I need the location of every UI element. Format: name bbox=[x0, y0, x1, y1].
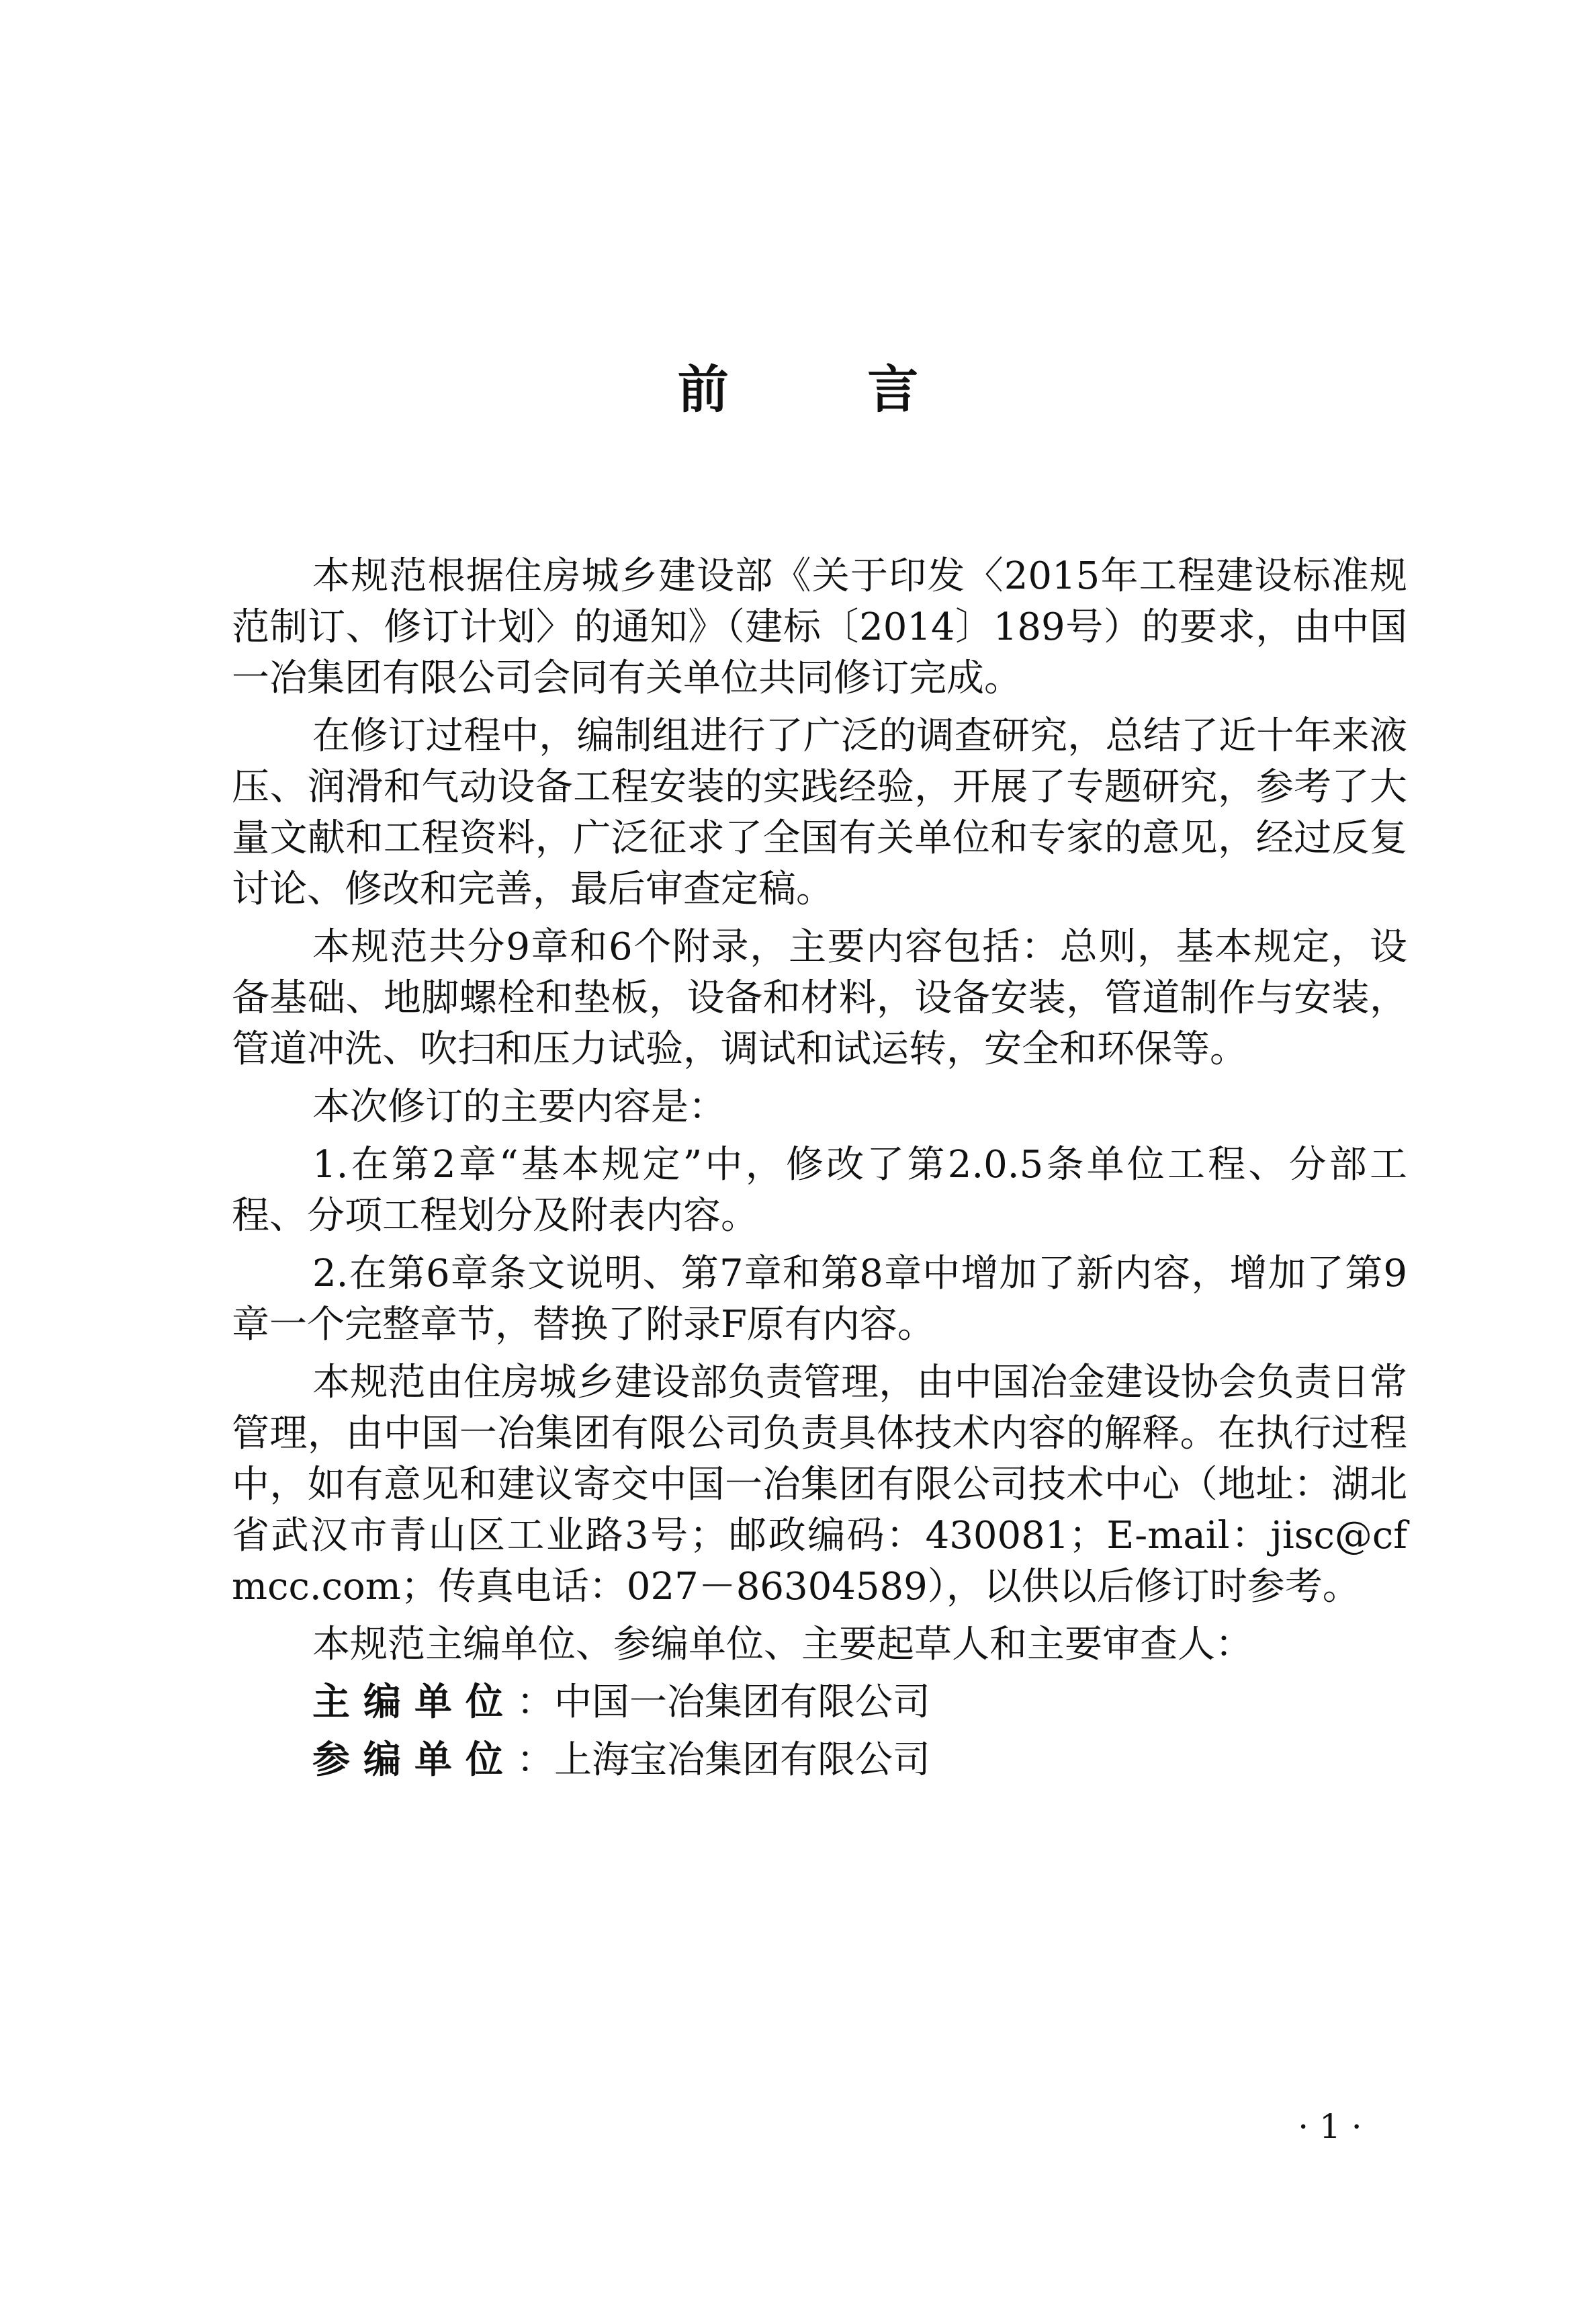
page-title: 前 言 bbox=[677, 359, 979, 419]
paragraph-process: 在修订过程中，编制组进行了广泛的调查研究，总结了近十年来液压、润滑和气动设备工程安装的实践经验，开展了专题研究，参考了大量文献和工程资料，广泛征求了全国有关单位和专家的意见，经过反复讨论、修改和完善，最后审查定稿。 bbox=[232, 714, 1407, 911]
paragraph-revision-item-1: 1.在第2章“基本规定”中，修改了第2.0.5条单位工程、分部工程、分项工程划分及附表内容。 bbox=[232, 1143, 1407, 1238]
paragraph-credits-intro: 本规范主编单位、参编单位、主要起草人和主要审查人： bbox=[312, 1623, 1253, 1666]
credit-label: 参编单位 bbox=[312, 1738, 517, 1782]
credit-colon: ： bbox=[517, 1680, 554, 1724]
page-number: · 1 · bbox=[1298, 2107, 1362, 2146]
paragraph-revision-item-2: 2.在第6章条文说明、第7章和第8章中增加了新内容，增加了第9章一个完整章节，替换了附录F原有内容。 bbox=[232, 1252, 1407, 1347]
preface-body bbox=[232, 551, 1407, 1793]
credit-participating-editor bbox=[232, 1735, 1407, 1786]
paragraph-basis: 本规范根据住房城乡建设部《关于印发〈2015年工程建设标准规范制订、修订计划〉的通知》（建标〔2014〕189号）的要求，由中国一冶集团有限公司会同有关单位共同修订完成。 bbox=[232, 554, 1407, 700]
paragraph-management: 本规范由住房城乡建设部负责管理，由中国冶金建设协会负责日常管理，由中国一冶集团有限公司负责具体技术内容的解释。在执行过程中，如有意见和建议寄交中国一冶集团有限公司技术中心（地址：湖北省武汉市青山区工业路3号；邮政编码：430081；E-mail：jisc@cfmcc.com；传真电话：027－86304589），以供以后修订时参考。 bbox=[232, 1361, 1407, 1609]
paragraph-contents: 本规范共分9章和6个附录，主要内容包括：总则，基本规定，设备基础、地脚螺栓和垫板，设备和材料，设备安装，管道制作与安装，管道冲洗、吹扫和压力试验，调试和试运转，安全和环保等。 bbox=[232, 925, 1407, 1071]
credit-value: 上海宝冶集团有限公司 bbox=[554, 1738, 930, 1782]
credit-chief-editor bbox=[232, 1677, 1407, 1728]
credit-value: 中国一冶集团有限公司 bbox=[554, 1680, 930, 1724]
paragraph-revision-intro: 本次修订的主要内容是： bbox=[312, 1085, 726, 1129]
credit-colon: ： bbox=[517, 1738, 554, 1782]
credit-label: 主编单位 bbox=[312, 1680, 517, 1724]
